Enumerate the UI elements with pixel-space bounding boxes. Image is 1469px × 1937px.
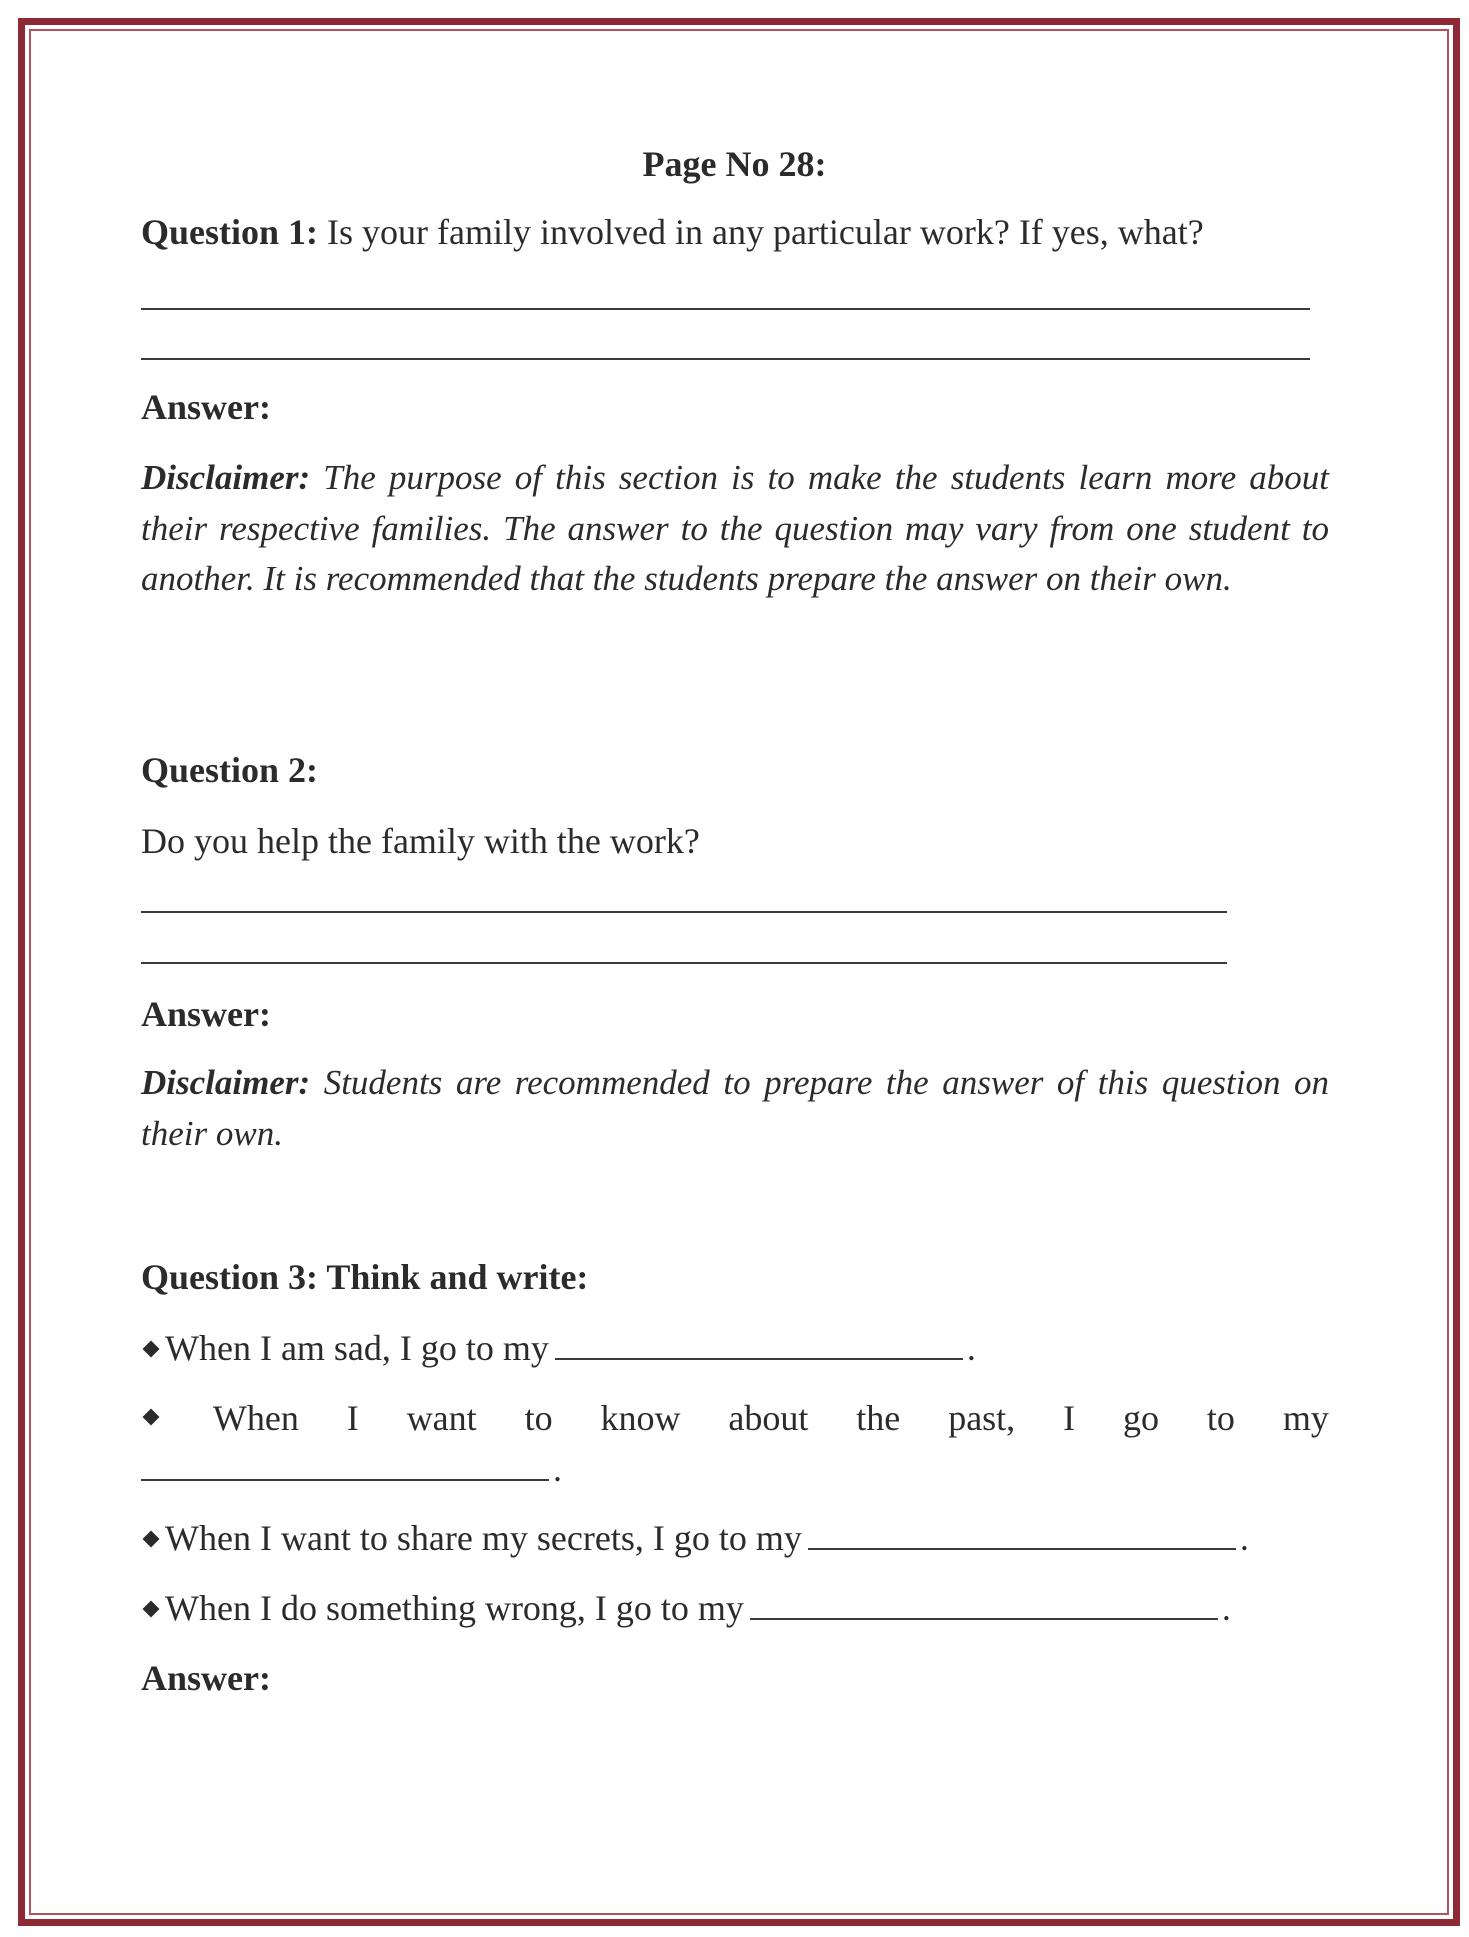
fill-in-item: When I am sad, I go to my . <box>141 1327 1329 1369</box>
disclaimer-1 <box>141 453 1329 605</box>
page-title: Page No 28: <box>642 144 827 184</box>
fill-in-item-continued: . <box>141 1448 1329 1490</box>
fill-in-blank[interactable] <box>555 1357 963 1360</box>
fill-in-item: When I want to share my secrets, I go to my . <box>141 1517 1329 1559</box>
question-2-text: Do you help the family with the work? <box>141 821 700 861</box>
diamond-bullet-icon <box>143 1600 160 1617</box>
diamond-bullet-icon <box>143 1409 160 1426</box>
fill-in-item: When I do something wrong, I go to my . <box>141 1587 1329 1629</box>
fill-in-blank[interactable] <box>808 1547 1236 1550</box>
fill-in-blank[interactable] <box>141 1478 549 1481</box>
question-1 <box>141 211 1204 253</box>
question-3-label: Question 3: Think and write: <box>141 1257 589 1297</box>
page-border <box>18 18 1460 1926</box>
question-2-label: Question 2: <box>141 750 319 790</box>
question-1-label: Question 1: <box>141 212 319 252</box>
disclaimer-2 <box>141 1058 1329 1159</box>
diamond-bullet-icon <box>143 1340 160 1357</box>
answer-label: Answer: <box>141 994 271 1034</box>
diamond-bullet-icon <box>143 1530 160 1547</box>
answer-line <box>141 358 1310 360</box>
disclaimer-text: The purpose of this section is to make the students learn more about their respective families. The answer to the question may vary from one student to another. It is recommended that the students prepare the answer on their own. <box>141 458 1330 598</box>
answer-line <box>141 962 1227 964</box>
answer-label: Answer: <box>141 1658 271 1698</box>
page-border-inner <box>29 29 1449 1915</box>
answer-line <box>141 308 1310 310</box>
disclaimer-text: Students are recommended to prepare the answer of this question on their own. <box>141 1063 1329 1153</box>
fill-in-blank[interactable] <box>750 1617 1218 1620</box>
answer-line <box>141 911 1227 913</box>
disclaimer-label: Disclaimer: <box>141 1063 311 1102</box>
disclaimer-label: Disclaimer: <box>141 458 311 497</box>
answer-label: Answer: <box>141 387 271 427</box>
fill-in-item: When I want to know about the past, I go to my <box>141 1397 1329 1439</box>
question-1-text: Is your family involved in any particular work? If yes, what? <box>327 212 1204 252</box>
